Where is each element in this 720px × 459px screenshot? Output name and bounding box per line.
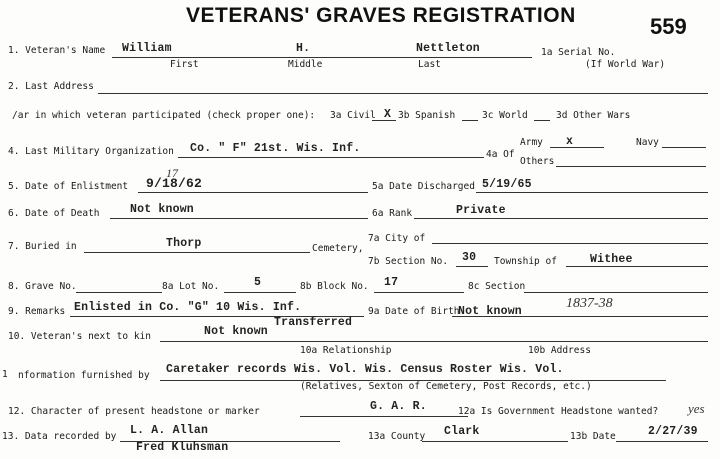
- middle-name-value: H.: [296, 42, 311, 55]
- cemetery-value: Thorp: [166, 237, 202, 250]
- navy-line: [662, 147, 706, 148]
- last-name-value: Nettleton: [416, 42, 480, 55]
- enlistment-line: [138, 192, 368, 193]
- death-date-line: [110, 218, 368, 219]
- spanish-war-line: [462, 120, 478, 121]
- military-org-line: [178, 157, 484, 158]
- information-label: nformation furnished by: [18, 370, 150, 381]
- spanish-war-label: 3b Spanish: [398, 110, 456, 121]
- rank-value: Private: [456, 204, 506, 217]
- data-recorded-label: 13. Data recorded by: [2, 431, 117, 442]
- date-line: [616, 441, 708, 442]
- veteran-name-line: [112, 57, 532, 58]
- first-name-value: William: [122, 42, 172, 55]
- discharged-value: 5/19/65: [482, 178, 532, 191]
- city-line: [432, 243, 708, 244]
- govt-headstone-value: yes: [688, 401, 705, 416]
- serial-sub: (If World War): [585, 59, 666, 70]
- headstone-value: G. A. R.: [370, 400, 427, 413]
- others-line: [556, 166, 706, 167]
- remarks-value: Enlisted in Co. "G" 10 Wis. Inf.: [74, 301, 302, 314]
- information-sub: (Relatives, Sexton of Cemetery, Post Records, etc.): [300, 381, 592, 392]
- next-of-kin-value: Not known: [204, 325, 268, 338]
- city-label: 7a City of: [368, 233, 426, 244]
- section-no-value: 30: [462, 251, 477, 264]
- civil-war-mark: X: [384, 108, 392, 121]
- buried-in-label: 7. Buried in: [8, 241, 77, 252]
- birth-date-value: Not known: [458, 305, 522, 318]
- other-wars-label: 3d Other Wars: [556, 110, 631, 121]
- township-line: [566, 266, 708, 267]
- lot-no-line: [224, 292, 296, 293]
- discharged-label: 5a Date Discharged: [372, 181, 475, 192]
- enlistment-value: 9/18/62: [146, 176, 203, 191]
- county-label: 13a County: [368, 431, 426, 442]
- civil-war-label: 3a Civil: [330, 110, 376, 121]
- block-no-line: [374, 292, 464, 293]
- war-label: /ar in which veteran participated (check proper one):: [12, 110, 316, 121]
- civil-war-line: [372, 120, 396, 121]
- army-mark: x: [566, 135, 574, 148]
- veteran-name-label: 1. Veteran's Name: [8, 45, 106, 56]
- grave-no-line: [76, 292, 162, 293]
- data-recorded-value-2: Fred Kluhsman: [136, 441, 229, 454]
- military-org-label: 4. Last Military Organization: [8, 146, 174, 157]
- world-war-line: [534, 120, 550, 121]
- first-caption: First: [170, 59, 199, 70]
- grave-section-line: [524, 292, 708, 293]
- headstone-label: 12. Character of present headstone or marker: [8, 406, 260, 417]
- of-label: 4a Of: [486, 149, 515, 160]
- last-address-label: 2. Last Address: [8, 81, 94, 92]
- enlistment-label: 5. Date of Enlistment: [8, 181, 129, 192]
- next-of-kin-label: 10. Veteran's next to kin: [8, 331, 151, 342]
- death-date-value: Not known: [130, 203, 194, 216]
- govt-headstone-label: 12a Is Government Headstone wanted?: [458, 406, 659, 417]
- enlistment-correction: 17: [166, 166, 178, 180]
- form-title: VETERANS' GRAVES REGISTRATION: [186, 4, 576, 27]
- others-label: Others: [520, 156, 555, 167]
- relationship-caption: 10a Relationship: [300, 345, 392, 356]
- buried-in-line: [84, 252, 310, 253]
- birth-date-handwritten: 1837-38: [566, 296, 613, 311]
- section-no-label: 7b Section No.: [368, 256, 449, 267]
- grave-no-label: 8. Grave No.: [8, 281, 77, 292]
- next-of-kin-line: [160, 341, 708, 342]
- address-caption: 10b Address: [528, 345, 591, 356]
- middle-caption: Middle: [288, 59, 323, 70]
- rank-label: 6a Rank: [372, 208, 413, 219]
- army-line: [550, 147, 604, 148]
- birth-date-label: 9a Date of Birth: [368, 306, 460, 317]
- cemetery-label: Cemetery,: [312, 243, 364, 254]
- data-recorded-value: L. A. Allan: [130, 424, 209, 437]
- section-no-line: [456, 266, 488, 267]
- military-org-value: Co. " F" 21st. Wis. Inf.: [190, 142, 361, 155]
- grave-section-label: 8c Section: [468, 281, 526, 292]
- navy-label: Navy: [636, 137, 659, 148]
- block-no-label: 8b Block No.: [300, 281, 369, 292]
- township-label: Township of: [494, 256, 557, 267]
- remarks-value-2: Transferred: [274, 316, 353, 329]
- world-war-label: 3c World: [482, 110, 528, 121]
- township-value: Withee: [590, 253, 633, 266]
- last-address-line: [98, 93, 708, 94]
- death-date-label: 6. Date of Death: [8, 208, 100, 219]
- information-value: Caretaker records Wis. Vol. Wis. Census Roster Wis. Vol.: [166, 363, 564, 376]
- date-label: 13b Date: [570, 431, 616, 442]
- discharged-line: [476, 192, 708, 193]
- registration-number: 559: [650, 14, 687, 39]
- last-caption: Last: [418, 59, 441, 70]
- block-no-value: 17: [384, 276, 399, 289]
- county-line: [422, 441, 568, 442]
- county-value: Clark: [444, 425, 480, 438]
- headstone-line: [300, 416, 468, 417]
- army-label: Army: [520, 137, 543, 148]
- lot-no-value: 5: [254, 276, 262, 289]
- serial-label: 1a Serial No.: [541, 47, 616, 58]
- bullet-marker: 1: [2, 369, 8, 380]
- lot-no-label: 8a Lot No.: [162, 281, 220, 292]
- remarks-label: 9. Remarks: [8, 306, 66, 317]
- rank-line: [414, 218, 708, 219]
- date-value: 2/27/39: [648, 425, 698, 438]
